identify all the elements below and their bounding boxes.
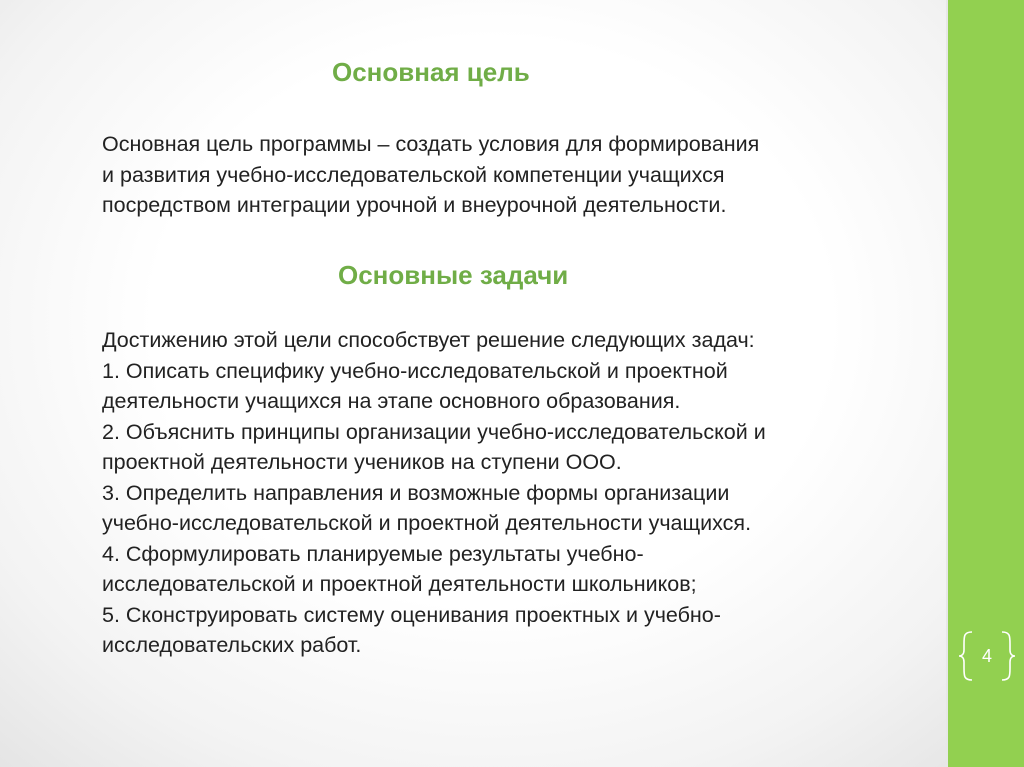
- tasks-line: 2. Объяснить принципы организации учебно-исследовательской и: [102, 419, 766, 444]
- goal-line: посредством интеграции урочной и внеурочной деятельности.: [102, 193, 727, 217]
- tasks-line: проектной деятельности учеников на ступени ООО.: [102, 450, 622, 474]
- tasks-line: учебно-исследовательской и проектной деятельности учащихся.: [102, 511, 752, 535]
- page-number-badge: [958, 630, 1016, 682]
- tasks-line: деятельности учащихся на этапе основного образования.: [102, 389, 681, 413]
- tasks-line: Достижению этой цели способствует решение следующих задач:: [102, 328, 755, 352]
- tasks-line: исследовательских работ.: [102, 633, 362, 657]
- tasks-line: 5. Сконструировать систему оценивания проектных и учебно-: [102, 602, 721, 627]
- tasks-line: 1. Описать специфику учебно-исследовательской и проектной: [102, 358, 728, 383]
- goal-line: и развития учебно-исследовательской компетенции учащихся: [102, 162, 725, 187]
- tasks-line: 3. Определить направления и возможные формы организации: [102, 480, 730, 505]
- heading-main-goal: Основная цель: [332, 57, 530, 87]
- page-number: 4: [981, 646, 992, 666]
- goal-line: Основная цель программы – создать условия для формирования: [102, 132, 760, 156]
- tasks-list: [102, 325, 882, 661]
- tasks-line: исследовательской и проектной деятельности школьников;: [102, 572, 697, 596]
- tasks-line: 4. Сформулировать планируемые результаты учебно-: [102, 541, 644, 566]
- goal-paragraph: [102, 129, 882, 221]
- heading-main-tasks: Основные задачи: [338, 260, 569, 290]
